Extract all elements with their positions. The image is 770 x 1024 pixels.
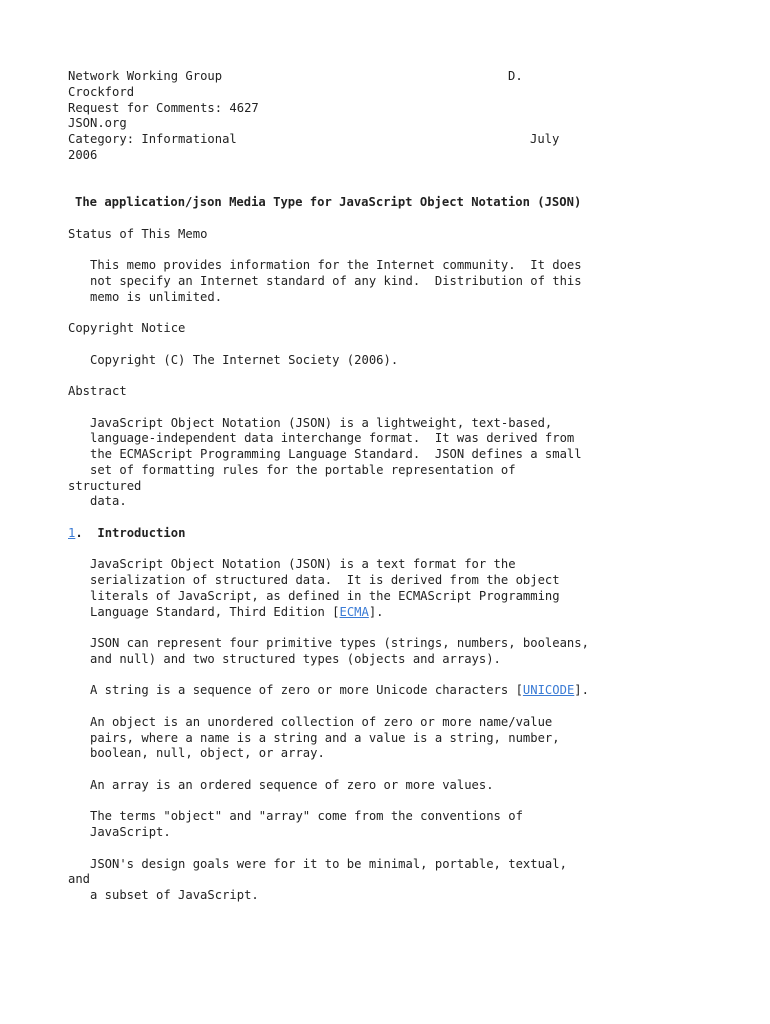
author-initial: D. bbox=[508, 69, 523, 83]
abstract-line: the ECMAScript Programming Language Standard. JSON defines a small bbox=[90, 447, 582, 461]
terms-line: JavaScript. bbox=[90, 825, 171, 839]
status-line: This memo provides information for the Internet community. It does bbox=[90, 258, 582, 272]
author-last-name: Crockford bbox=[68, 84, 135, 99]
header-row-1 bbox=[68, 69, 758, 85]
header-row-category bbox=[68, 132, 758, 148]
terms-line: The terms "object" and "array" come from the conventions of bbox=[90, 809, 523, 824]
abstract-last-line: data. bbox=[90, 494, 127, 509]
intro-line: serialization of structured data. It is derived from the object bbox=[90, 573, 560, 587]
design-goals-last-line: a subset of JavaScript. bbox=[90, 888, 259, 902]
intro-line-ecma: Language Standard, Third Edition [ECMA]. bbox=[90, 604, 384, 619]
date-month: July bbox=[530, 132, 560, 146]
date-year: 2006 bbox=[68, 147, 98, 162]
array-definition: An array is an ordered sequence of zero or more values. bbox=[90, 777, 494, 792]
intro-line: literals of JavaScript, as defined in the ECMAScript Programming bbox=[90, 588, 560, 603]
object-definition-line: boolean, null, object, or array. bbox=[90, 746, 325, 761]
section-1-title: Introduction bbox=[97, 525, 186, 540]
types-line: JSON can represent four primitive types (strings, numbers, booleans, bbox=[90, 636, 589, 650]
abstract-line: set of formatting rules for the portable representation of bbox=[90, 462, 516, 477]
object-definition-line: pairs, where a name is a string and a value is a string, number, bbox=[90, 730, 560, 745]
abstract-heading: Abstract bbox=[68, 384, 127, 398]
abstract-wrapped-word: structured bbox=[68, 478, 142, 493]
status-line: not specify an Internet standard of any kind. Distribution of this bbox=[90, 273, 582, 288]
working-group: Network Working Group bbox=[68, 69, 223, 83]
design-goals-line: JSON's design goals were for it to be minimal, portable, textual, bbox=[90, 856, 567, 871]
string-definition: A string is a sequence of zero or more Unicode characters [UNICODE]. bbox=[90, 683, 589, 698]
types-line: and null) and two structured types (objects and arrays). bbox=[90, 651, 501, 666]
document-title: The application/json Media Type for JavaScript Object Notation (JSON) bbox=[75, 195, 582, 209]
ecma-reference-link[interactable]: ECMA bbox=[339, 604, 369, 619]
abstract-line: language-independent data interchange format. It was derived from bbox=[90, 431, 575, 446]
unicode-reference-link[interactable]: UNICODE bbox=[522, 683, 575, 698]
organization: JSON.org bbox=[68, 116, 127, 131]
status-line: memo is unlimited. bbox=[90, 289, 223, 304]
rfc-number: Request for Comments: 4627 bbox=[68, 100, 259, 115]
section-number-dot: . bbox=[75, 525, 98, 540]
design-goals-wrapped-word: and bbox=[68, 872, 91, 887]
intro-line: JavaScript Object Notation (JSON) is a text format for the bbox=[90, 557, 516, 572]
rfc-document bbox=[68, 69, 758, 904]
category: Category: Informational bbox=[68, 132, 237, 146]
copyright-heading: Copyright Notice bbox=[68, 321, 186, 335]
abstract-line: JavaScript Object Notation (JSON) is a lightweight, text-based, bbox=[90, 415, 553, 430]
copyright-text: Copyright (C) The Internet Society (2006). bbox=[90, 352, 399, 367]
section-1-number-link[interactable]: 1 bbox=[68, 525, 76, 540]
section-1-heading bbox=[68, 526, 758, 542]
status-heading: Status of This Memo bbox=[68, 226, 208, 241]
object-definition-line: An object is an unordered collection of zero or more name/value bbox=[90, 714, 553, 729]
